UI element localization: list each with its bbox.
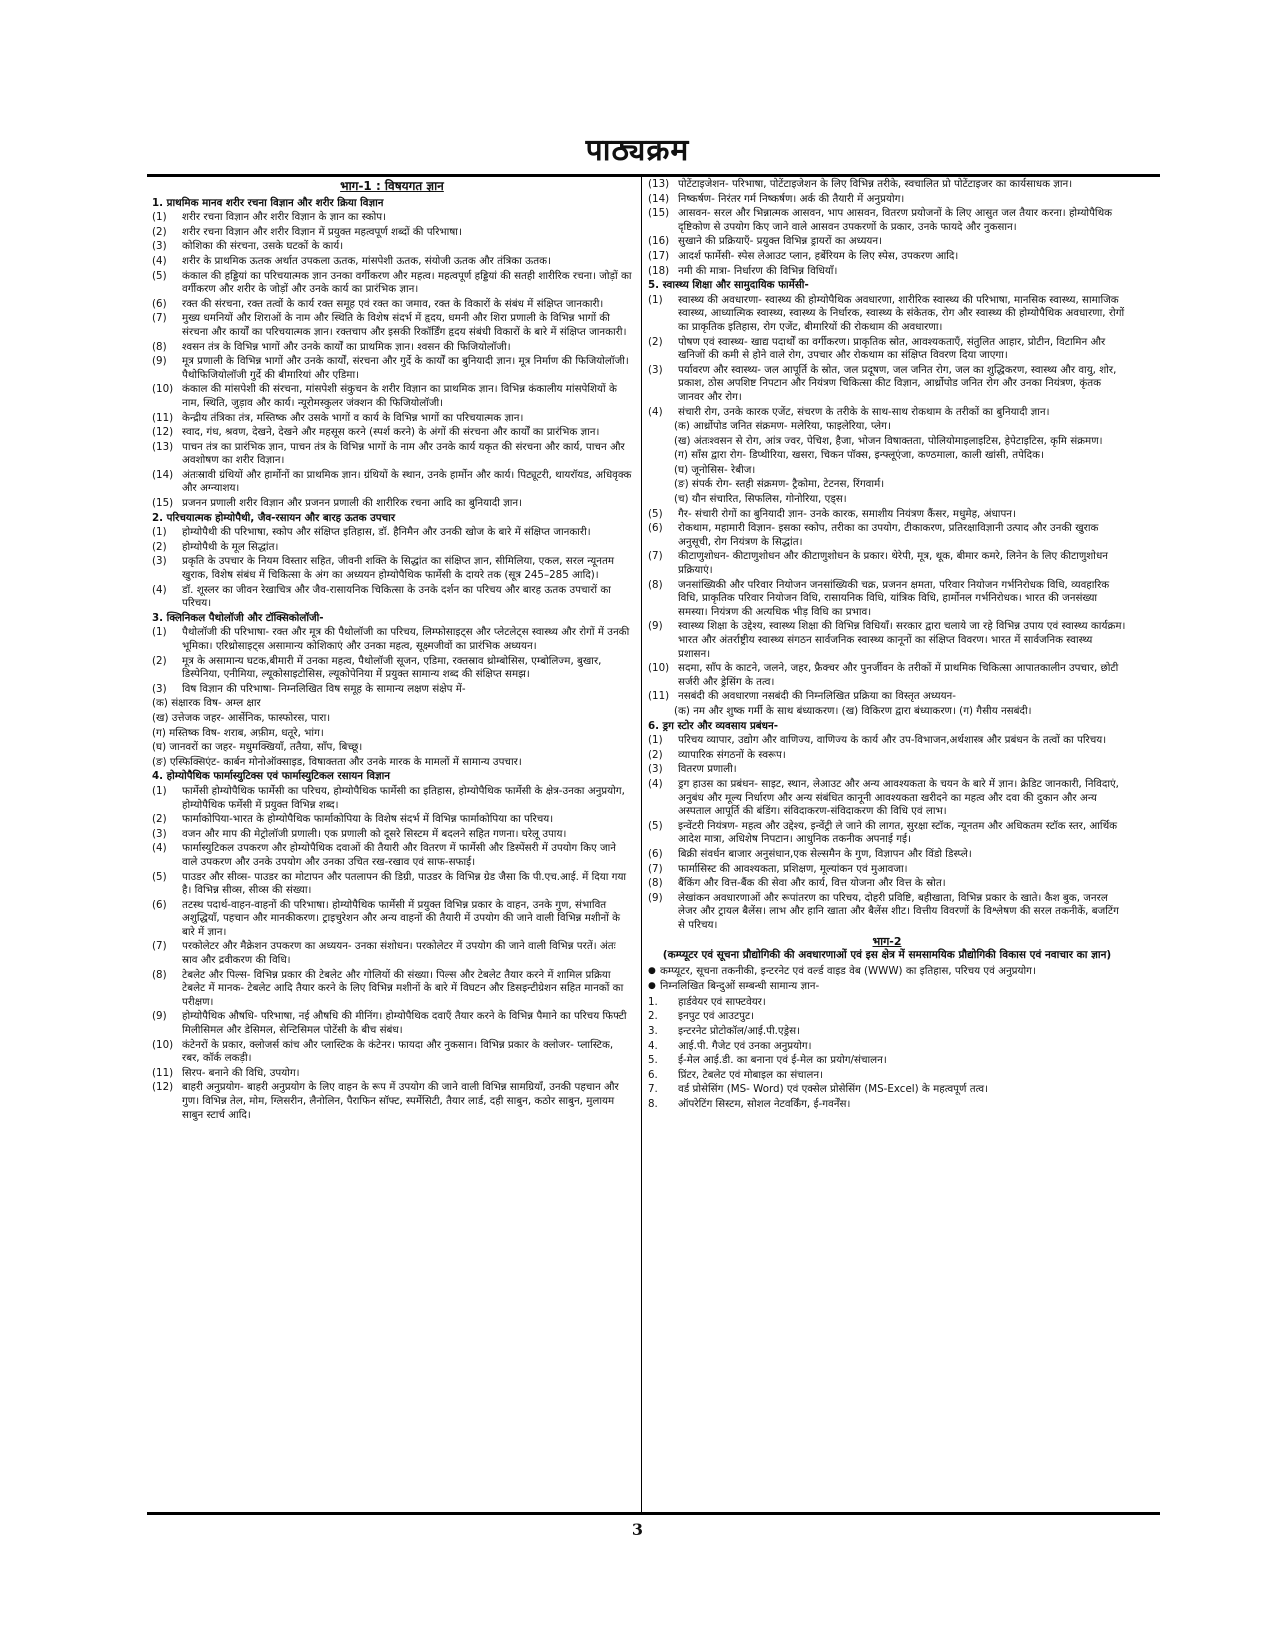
item-number: (14) [648, 192, 670, 205]
list-item [648, 1010, 1126, 1024]
sub-item: (ख) उत्तेजक जहर- आर्सेनिक, फास्फोरस, पारा। [152, 711, 331, 724]
item-text: निष्कर्षण- निरंतर गर्म निष्कर्षण। अर्क की तैयारी में अनुप्रयोग। [678, 192, 905, 205]
list-item [648, 508, 1126, 522]
part2-list [648, 996, 1126, 1112]
list-item [648, 406, 1126, 420]
item-number: (1) [152, 626, 167, 639]
item-number: 3. [648, 1025, 658, 1038]
item-number: (1) [152, 526, 167, 539]
item-number: (13) [152, 440, 174, 453]
list-item [152, 426, 632, 440]
item-number: (14) [152, 468, 174, 481]
s3-list [152, 626, 632, 696]
list-item [152, 355, 632, 382]
item-text: स्वास्थ्य शिक्षा के उद्देश्य, स्वास्थ्य शिक्षा की विभिन्न विधियाँ। सरकार द्वारा चलाये जा रहे विभिन्न उपाय एवं स्वास्थ्य कार्यक्रम। भारत और अंतर्राष्ट्रीय स्वास्थ्य संगठन सार्वजनिक स्वास्थ्य कानूनों का संक्षिप्त विवरण। भारत में सार्वजनिक स्वास्थ्य प्रशासन। [678, 620, 1126, 660]
sub-item: (ङ) एस्फिक्सिएंट- कार्बन मोनोऑक्साइड, विषाक्तता और उनके मारक के मामलों में सामान्य उपचार। [152, 755, 522, 768]
item-text: पोषण एवं स्वास्थ्य- खाद्य पदार्थों का वर्गीकरण। प्राकृतिक स्रोत, आवश्यकताएँ, संतुलित आहार, प्रोटीन, विटामिन और खनिजों की कमी से होने वाले रोग, उपचार और रोकथाम का संक्षिप्त विवरण दिया जाएगा। [678, 335, 1106, 362]
list-item [648, 749, 1126, 763]
item-number: (8) [648, 877, 663, 890]
list-item [648, 550, 1126, 577]
list-item [648, 178, 1126, 192]
item-text: फार्मेसी होम्योपैथिक फार्मेसी का परिचय, होम्योपैथिक फार्मेसी का इतिहास, होम्योपैथिक फार्मेसी के क्षेत्र-उनका अनुप्रयोग, होम्योपैथिक फर्मेसी में प्रयुक्त विभिन्न शब्द। [182, 784, 625, 811]
item-text: संचारी रोग, उनके कारक एजेंट, संचरण के तरीके के साथ-साथ रोकथाम के तरीकों का बुनियादी ज्ञान। [678, 405, 1050, 418]
item-text: मूत्र प्रणाली के विभिन्न भागों और उनके कार्यों, संरचना और गुर्दे के कार्यों का बुनियादी ज्ञान। मूत्र निर्माण की फिजियोलॉजी। पैथोफिजियोलॉजी गुर्दे की बीमारियां और एडिमा। [182, 355, 629, 381]
s5-sub-11: (क) नम और शुष्क गर्मी के साथ बंध्याकरण। (ख) विकिरण द्वारा बंध्याकरण। (ग) गैसीय नसबंदी। [674, 704, 1032, 717]
item-number: (8) [152, 968, 167, 981]
item-text: रोकथाम, महामारी विज्ञान- इसका स्कोप, तरीका का उपयोग, टीकाकरण, प्रतिरक्षाविज्ञानी उत्पाद और उनकी खुराक अनुसूची, रोग नियंत्रण के सिद्धांत। [678, 522, 1099, 548]
list-item [648, 522, 1126, 549]
sub-item: (च) यौन संचारित, सिफलिस, गोनोरिया, एड्स। [674, 493, 847, 506]
item-number: (2) [152, 540, 167, 553]
item-number: (7) [648, 550, 663, 563]
item-number: (2) [152, 813, 167, 826]
item-number: (15) [152, 497, 174, 510]
list-item [648, 294, 1126, 335]
list-item [648, 250, 1126, 264]
item-number: (11) [648, 690, 670, 703]
top-rule [147, 174, 1160, 177]
section-2-title: 2. परिचयात्मक होम्योपैथी, जैव-रसायन और बारह ऊतक उपचार [152, 511, 396, 524]
list-item [152, 785, 632, 812]
item-text: रक्त की संरचना, रक्त तत्वों के कार्य रक्त समूह एवं रक्त का जमाव, रक्त के विकारों के संबंध में संक्षिप्त जानकारी। [182, 297, 604, 310]
item-text: प्रकृति के उपचार के नियम विस्तार सहित, जीवनी शक्ति के सिद्धांत का संक्षिप्त ज्ञान, सीमिलिया, एकल, सरल न्यूनतम खुराक, विशेष संबंध में चिकित्सा के अंग का अध्ययन होम्योपैथिक फार्मेसी के दायरे तक (सूत्र 245–285 आदि)। [182, 555, 614, 582]
list-item [152, 969, 632, 1010]
s4-list [152, 785, 632, 1122]
list-item [648, 690, 1126, 704]
list-item [152, 226, 632, 240]
list-item [648, 778, 1126, 819]
item-number: (12) [152, 426, 174, 439]
item-number: (1) [648, 293, 663, 306]
column-divider [641, 176, 642, 1512]
section-4-title: 4. होम्योपैथिक फार्मास्युटिक्स एवं फार्मास्युटिकल रसायन विज्ञान [152, 770, 390, 783]
item-number: (8) [152, 340, 167, 353]
list-item [152, 312, 632, 339]
item-text: कीटाणुशोधन- कीटाणुशोधन और कीटाणुशोधन के प्रकार। थेरेपी, मूत्र, थूक, बीमार कमरे, लिनेन के लिए कीटाणुशोधन प्रक्रियाएं। [678, 550, 1109, 577]
item-text: कंकाल की मांसपेशी की संरचना, मांसपेशी संकुचन के शरीर विज्ञान का प्राथमिक ज्ञान। विभिन्न कंकालीय मांसपेशियों के नाम, स्थिति, जुड़ाव और कार्य। न्यूरोमस्कुलर जंक्शन की फिजियोलॉजी। [182, 383, 617, 409]
item-number: (18) [648, 264, 670, 277]
list-item [152, 298, 632, 312]
item-text: होम्योपैथी की परिभाषा, स्कोप और संक्षिप्त इतिहास, डॉ. हैनिमैन और उनकी खोज के बारे में संक्षिप्त जानकारी। [182, 526, 591, 539]
item-number: 8. [648, 1098, 658, 1110]
item-number: (10) [152, 1038, 174, 1051]
sub-item: (ग) साँस द्वारा रोग- डिप्थीरिया, खसरा, चिकन पॉक्स, इन्फ्लूएंजा, कण्ठमाला, काली खांसी, तपेदिक। [674, 449, 1044, 462]
item-text: वर्ड प्रोसेसिंग (MS- Word) एवं एक्सेल प्रोसेसिंग (MS-Excel) के महत्वपूर्ण तत्व। [678, 1083, 988, 1096]
list-item [648, 763, 1126, 777]
sub-item: (घ) जानवरों का जहर- मधुमक्खियाँ, ततैया, साँप, बिच्छू। [152, 741, 363, 754]
item-number: (12) [152, 1081, 174, 1094]
list-item [648, 620, 1126, 661]
list-item [648, 820, 1126, 847]
item-number: 4. [648, 1039, 658, 1052]
list-item [152, 1081, 632, 1122]
item-text: ऑपरेटिंग सिस्टम, सोशल नेटवर्किंग, ई-गवर्नेंस। [678, 1098, 851, 1110]
list-item [152, 584, 632, 611]
list-item [152, 899, 632, 940]
item-number: 2. [648, 1010, 658, 1023]
item-text: नसबंदी की अवधारणा नसबंदी की निम्नलिखित प्रक्रिया का विस्तृत अध्ययन- [678, 690, 956, 703]
item-text: वितरण प्रणाली। [678, 763, 737, 776]
list-item [152, 255, 632, 269]
item-text: वजन और माप की मेट्रोलॉजी प्रणाली। एक प्रणाली को दूसरे सिस्टम में बदलने सहित गणना। घरेलू उपाय। [182, 827, 567, 840]
item-number: (15) [648, 207, 670, 220]
s3-subs [152, 697, 632, 769]
item-text: फार्मास्युटिकल उपकरण और होम्योपैथिक दवाओं की तैयारी और वितरण में फार्मेसी और डिस्पेंसरी में उपयोग किए जाने वाले उपकरण और उनके उपयोग और उनका उचित रख-रखाव एवं साफ-सफाई। [182, 842, 616, 868]
item-text: सिरप- बनाने की विधि, उपयोग। [182, 1066, 300, 1079]
s5-list-2 [648, 508, 1126, 704]
sub-item: (ग) मस्तिष्क विष- शराब, अफ़ीम, धतूरे, भांग। [152, 726, 324, 739]
item-number: 5. [648, 1054, 658, 1067]
item-number: (3) [152, 240, 167, 253]
item-text: व्यापारिक संगठनों के स्वरूप। [678, 748, 786, 761]
item-text: जनसांख्यिकी और परिवार नियोजन जनसांख्यिकी चक्र, प्रजनन क्षमता, परिवार नियोजन गर्भनिरोधक विधि, व्यवहारिक विधि, प्राकृतिक परिवार नियोजन विधि, रासायनिक विधि, यांत्रिक विधि, हार्मोनल गर्भनिरोधक। भारत की जनसंख्या समस्या। नियंत्रण की अत्यधिक भीड़ विधि का प्रभाव। [678, 578, 1110, 618]
item-number: (2) [152, 654, 167, 667]
list-item [648, 662, 1126, 689]
list-item [648, 336, 1126, 363]
item-text: ई-मेल आई.डी. का बनाना एवं ई-मेल का प्रयोग/संचालन। [678, 1054, 887, 1067]
item-number: (5) [152, 870, 167, 883]
list-item [648, 877, 1126, 891]
list-item [152, 270, 632, 297]
item-number: (4) [152, 254, 167, 267]
item-number: (5) [152, 269, 167, 282]
item-number: (9) [152, 1010, 167, 1023]
list-item [152, 1010, 632, 1037]
bullet-item [648, 965, 1126, 979]
s5-subs [648, 420, 1126, 507]
list-item [152, 1039, 632, 1066]
item-text: स्वाद, गंध, श्रवण, देखने, देखने और महसूस करने (स्पर्श करने) के अंगों की संरचना और कार्यों का प्रारंभिक ज्ञान। [182, 426, 600, 439]
item-number: (6) [648, 847, 663, 860]
section-3-title: 3. क्लिनिकल पैथोलॉजी और टॉक्सिकोलॉजी- [152, 611, 324, 624]
item-number: (1) [152, 784, 167, 797]
item-text: सुखाने की प्रक्रियाएँ- प्रयुक्त विभिन्न ड्रायरों का अध्ययन। [678, 235, 883, 248]
item-text: शरीर रचना विज्ञान और शरीर विज्ञान में प्रयुक्त महत्वपूर्ण शब्दों की परिभाषा। [182, 225, 462, 238]
item-text: फार्माकोपिया-भारत के होम्योपैथिक फार्माकोपिया के विशेष संदर्भ में विभिन्न फार्माकोपिया का परिचय। [182, 813, 554, 826]
item-number: 7. [648, 1083, 658, 1096]
item-number: (2) [152, 225, 167, 238]
section-6-title: 6. ड्रग स्टोर और व्यवसाय प्रबंधन- [648, 719, 779, 732]
list-item [152, 441, 632, 468]
item-text: आदर्श फार्मेसी- स्पेस लेआउट प्लान, हर्बेरियम के लिए स्पेस, उपकरण आदि। [678, 249, 959, 262]
list-item [648, 1025, 1126, 1039]
bullet-item [648, 980, 1126, 994]
item-number: (7) [152, 312, 167, 325]
bottom-rule [147, 1512, 1160, 1515]
item-text: प्रजनन प्रणाली शरीर विज्ञान और प्रजनन प्रणाली की शारीरिक रचना आदि का बुनियादी ज्ञान। [182, 497, 523, 510]
list-item [152, 383, 632, 410]
item-number: (7) [152, 940, 167, 953]
item-number: (16) [648, 235, 670, 248]
item-text: श्वसन तंत्र के विभिन्न भागों और उनके कार्यों का प्राथमिक ज्ञान। श्वसन की फिजियोलॉजी। [182, 340, 511, 353]
list-item [152, 1067, 632, 1081]
item-text: बिक्री संवर्धन बाजार अनुसंधान,एक सेल्समैन के गुण, विज्ञापन और विंडो डिस्प्ले। [678, 847, 972, 860]
list-item [152, 655, 632, 682]
item-text: शरीर के प्राथमिक ऊतक अर्थात उपकला ऊतक, मांसपेशी ऊतक, संयोजी ऊतक और तंत्रिका ऊतक। [182, 254, 551, 267]
list-item [152, 626, 632, 653]
item-text: बाहरी अनुप्रयोग- बाहरी अनुप्रयोग के लिए वाहन के रूप में उपयोग की जाने वाली विभिन्न सामग्रियाँ, उनकी पहचान और गुण। विभिन्न तेल, मोम, ग्लिसरीन, लैनोलिन, पैराफिन सॉफ्ट, स्पर्मेसिटी, तैयार लार्ड, दही साबुन, कठोर साबुन, मुलायम साबुन स्टार्च आदि। [182, 1081, 619, 1121]
sub-item: (ख) अंतःश्वसन से रोग, आंत्र ज्वर, पेचिश, हैजा, भोजन विषाक्तता, पोलियोमाइलाइटिस, हेपेटाइटिस, कृमि संक्रमण। [674, 434, 1103, 447]
item-text: विष विज्ञान की परिभाषा- निम्नलिखित विष समूह के सामान्य लक्षण संक्षेप में- [182, 682, 466, 695]
part2-bullets [648, 965, 1126, 994]
item-number: (5) [648, 819, 663, 832]
item-number: (4) [152, 842, 167, 855]
list-item [152, 240, 632, 254]
item-text: सदमा, साँप के काटने, जलने, जहर, फ्रैक्चर और पुनर्जीवन के तरीकों में प्राथमिक चिकित्सा आपातकालीन उपचार, छोटी सर्जरी और ड्रेसिंग के तत्व। [678, 662, 1119, 688]
list-item [152, 211, 632, 225]
bullet-text: निम्नलिखित बिन्दुओं सम्बन्धी सामान्य ज्ञान- [660, 980, 820, 993]
item-text: परिचय व्यापार, उद्योग और वाणिज्य, वाणिज्य के कार्य और उप-विभाजन,अर्थशास्त्र और प्रबंधन के तत्वों का परिचय। [678, 734, 1107, 747]
item-number: (11) [152, 1066, 174, 1079]
item-text: पोटेंटाइजेशन- परिभाषा, पोटेंटाइजेशन के लिए विभिन्न तरीके, स्वचालित प्रो पोटेंटाइजर का कार्यसाधक ज्ञान। [678, 178, 1073, 190]
item-number: (4) [648, 777, 663, 790]
list-item [648, 734, 1126, 748]
item-number: (9) [648, 620, 663, 633]
item-number: (8) [648, 578, 663, 591]
item-number: (7) [648, 862, 663, 875]
item-text: पाउडर और सीव्स- पाउडर का मोटापन और पतलापन की डिग्री, पाउडर के विभिन्न ग्रेड जैसा कि पी.एच.आई. में दिया गया है। विभिन्न सीव्स, सीव्स की संख्या। [182, 870, 627, 897]
item-number: (9) [648, 891, 663, 904]
list-item [152, 871, 632, 898]
item-number: (6) [648, 522, 663, 535]
list-item [648, 1040, 1126, 1054]
item-text: इन्वेंटरी नियंत्रण- महत्व और उद्देश्य, इन्वेंट्री ले जाने की लागत, सुरक्षा स्टॉक, न्यूनतम और अधिकतम स्टॉक स्तर, आर्थिक आदेश मात्रा, अधिशेष निपटान। आधुनिक तकनीक अपनाई गई। [678, 819, 1118, 846]
list-item [152, 940, 632, 967]
item-number: 6. [648, 1068, 658, 1081]
item-number: (17) [648, 249, 670, 262]
list-item [648, 863, 1126, 877]
s2-list [152, 526, 632, 611]
s1-list [152, 211, 632, 510]
item-text: पाचन तंत्र का प्रारंभिक ज्ञान, पाचन तंत्र के विभिन्न भागों के नाम और उनके कार्य यकृत की संरचना और कार्य, पाचन और अवशोषण का शरीर विज्ञान। [182, 440, 625, 467]
sub-item: (क) संक्षारक विष- अम्ल क्षार [152, 697, 261, 710]
list-item [648, 996, 1126, 1010]
list-item [152, 541, 632, 555]
list-item [152, 555, 632, 582]
item-text: मूत्र के असामान्य घटक,बीमारी में उनका महत्व, पैथोलॉजी सूजन, एडिमा, रक्तस्राव थ्रोम्बोसिस, एम्बोलिज्म, बुखार, डिस्पेनिया, एनीमिया, ल्यूकोसाइटोसिस, ल्यूकोपेनिया में प्रयुक्त सामान्य शब्द की संक्षिप्त समझ। [182, 654, 602, 681]
item-text: होम्योपैथी के मूल सिद्धांत। [182, 540, 279, 553]
item-number: (3) [648, 763, 663, 776]
list-item [152, 828, 632, 842]
sub-item: (घ) जूनोसिस- रेबीज। [674, 463, 756, 476]
list-item [648, 265, 1126, 279]
item-number: (9) [152, 355, 167, 368]
item-text: अंतःस्रावी ग्रंथियों और हार्मोनों का प्राथमिक ज्ञान। ग्रंथियों के स्थान, उनके हार्मोन और कार्य। पिट्यूटरी, थायरॉयड, अधिवृक्क और अग्न्याशय। [182, 468, 632, 495]
part2-subtitle: (कम्प्यूटर एवं सूचना प्रौद्योगिकी की अवधारणाओं एवं इस क्षेत्र में समसामयिक प्रौद्योगिकी विकास एवं नवाचार का ज्ञान) [662, 949, 1112, 962]
item-number: (3) [152, 682, 167, 695]
item-text: डॉ. शूस्लर का जीवन रेखाचित्र और जैव-रासायनिक चिकित्सा के उनके दर्शन का परिचय और बारह ऊतक उपचारों का परिचय। [182, 583, 611, 610]
item-text: नमी की मात्रा- निर्धारण की विभिन्न विधियाँ। [678, 264, 838, 277]
item-number: (13) [648, 178, 670, 190]
item-text: इनपुट एवं आउटपुट। [678, 1010, 755, 1023]
item-text: इन्टरनेट प्रोटोकॉल/आई.पी.एड्रेस। [678, 1025, 800, 1038]
bullet-icon: ● [648, 965, 656, 976]
list-item [648, 848, 1126, 862]
s6-list [648, 734, 1126, 932]
item-text: कंकाल की हड्डियां का परिचयात्मक ज्ञान उनका वर्गीकरण और महत्व। महत्वपूर्ण हड्डियां की सतही शारीरिक रचना। जोड़ों का वर्गीकरण और शरीर के जोड़ों और उनके कार्य का प्रारंभिक ज्ञान। [182, 269, 632, 296]
list-item [648, 1083, 1126, 1097]
list-item [648, 235, 1126, 249]
item-text: प्रिंटर, टेबलेट एवं मोबाइल का संचालन। [678, 1068, 823, 1081]
item-number: (3) [648, 363, 663, 376]
item-text: बैंकिंग और वित्त-बैंक की सेवा और कार्य, वित्त योजना और वित्त के स्रोत। [678, 877, 946, 890]
item-number: (4) [648, 405, 663, 418]
list-item [152, 842, 632, 869]
list-item [152, 683, 632, 697]
list-item [648, 364, 1126, 405]
item-text: पैथोलॉजी की परिभाषा- रक्त और मूत्र की पैथोलॉजी का परिचय, लिम्फोसाइट्स और प्लेटलेट्स स्वास्थ्य और रोगों में उनकी भूमिका। एरिथ्रोसाइट्स असामान्य कोशिकाएं और उनका महत्व, सूक्ष्मजीवों का प्रारंभिक अध्ययन। [182, 626, 630, 652]
item-text: फार्मासिस्ट की आवश्यकता, प्रशिक्षण, मूल्यांकन एवं मुआवजा। [678, 862, 908, 875]
page-title: पाठ्यक्रम [585, 133, 690, 168]
item-text: मुख्य धमनियों और शिराओं के नाम और स्थिति के विशेष संदर्भ में हृदय, धमनी और शिरा प्रणाली के विभिन्न भागों की संरचना और कार्यों का परिचयात्मक ज्ञान। रक्तचाप और इसकी रिकॉर्डिंग हृदय संबंधी विकारों के बारे में संक्षिप्त जानकारी। [182, 312, 627, 338]
list-item [648, 207, 1126, 234]
item-number: (3) [152, 555, 167, 568]
item-text: शरीर रचना विज्ञान और शरीर विज्ञान के ज्ञान का स्कोप। [182, 211, 387, 224]
item-number: (1) [648, 734, 663, 747]
item-number: 1. [648, 995, 658, 1008]
item-text: आई.पी. गैजेट एवं उनका अनुप्रयोग। [678, 1039, 812, 1052]
item-text: कंटेनरों के प्रकार, क्लोजर्स कांच और प्लास्टिक के कंटेनर। फायदा और नुकसान। विभिन्न प्रकार के क्लोजर- प्लास्टिक, रबर, कॉर्क लकड़ी। [182, 1038, 614, 1065]
item-number: (6) [152, 898, 167, 911]
bullet-icon: ● [648, 981, 656, 992]
item-text: केन्द्रीय तंत्रिका तंत्र, मस्तिष्क और उसके भागों व कार्य के विभिन्न भागों का परिचयात्मक ज्ञान। [182, 411, 524, 424]
item-text: तटस्थ पदार्थ-वाहन-वाहनों की परिभाषा। होम्योपैथिक फार्मेसी में प्रयुक्त विभिन्न प्रकार के वाहन, उनके गुण, संभावित अशुद्धियाँ, पहचान और मानकीकरण। ट्राइचुरेशन और अन्य वाहनों की तैयारी में उपयोग की जाने वाली विभिन्न मशीनों के बारे में ज्ञान। [182, 898, 621, 938]
s4-continued-list [648, 178, 1126, 278]
s5-list [648, 294, 1126, 419]
list-item [648, 579, 1126, 620]
part1-title: भाग-1 : विषयगत ज्ञान [340, 179, 444, 193]
list-item [152, 412, 632, 426]
sub-item: (क) आर्थ्रोपोड जनित संक्रमण- मलेरिया, फाइलेरिया, प्लेग। [674, 420, 891, 433]
list-item [648, 892, 1126, 933]
item-text: आसवन- सरल और भिन्नात्मक आसवन, भाप आसवन, वितरण प्रयोजनों के लिए आसुत जल तैयार करना। होम्योपैथिक दृष्टिकोण से उपयोग किए जाने वाले आसवन उपकरणों के प्रकार, उनके फायदे और नुकसान। [678, 207, 1113, 233]
list-item [648, 1069, 1126, 1083]
item-text: स्वास्थ्य की अवधारणा- स्वास्थ्य की होम्योपैथिक अवधारणा, शारीरिक स्वास्थ्य की परिभाषा, मानसिक स्वास्थ्य, सामाजिक स्वास्थ्य, आध्यात्मिक स्वास्थ्य, स्वास्थ्य के निर्धारक, स्वास्थ्य के संकेतक, रोग और स्वास्थ्य की होम्योपैथिक अवधारणा, रोगों का प्राकृतिक इतिहास, रोग एजेंट, बीमारियों की रोकथाम की अवधारणा। [678, 293, 1125, 333]
item-number: (10) [152, 383, 174, 396]
item-number: (1) [152, 211, 167, 224]
item-number: (11) [152, 411, 174, 424]
section-5-title: 5. स्वास्थ्य शिक्षा और सामुदायिक फार्मेसी- [648, 279, 809, 292]
item-number: (3) [152, 827, 167, 840]
item-number: (5) [648, 507, 663, 520]
item-number: (4) [152, 583, 167, 596]
bullet-text: कम्प्यूटर, सूचना तकनीकी, इन्टरनेट एवं वर्ल्ड वाइड वेब (WWW) का इतिहास, परिचय एवं अनुप्रयोग। [660, 964, 1036, 977]
section-1-title: 1. प्राथमिक मानव शरीर रचना विज्ञान और शरीर क्रिया विज्ञान [152, 196, 384, 209]
item-text: टेबलेट और पिल्स- विभिन्न प्रकार की टेबलेट और गोलियों की संख्या। पिल्स और टेबलेट तैयार करने में शामिल प्रक्रिया टेबलेट में मानक- टेबलेट आदि तैयार करने के लिए विभिन्न मशीनों के बारे में विघटन और डिसइन्टीग्रेशन सहित मानकों का परीक्षण। [182, 968, 624, 1008]
sub-item: (ङ) संपर्क रोग- स्तही संक्रमण- ट्रैकोमा, टेटनस, रिंगवार्म। [674, 478, 885, 491]
list-item [152, 526, 632, 540]
item-number: (2) [648, 748, 663, 761]
item-text: होम्योपैथिक औषधि- परिभाषा, नई औषधि की मीनिंग। होम्योपैथिक दवाएँ तैयार करने के विभिन्न पैमाने का परिचय फिफ्टी मिलीसिमल और डेसिमल, सेन्टिसिमल पोटेंसी के बीच संबंध। [182, 1010, 627, 1037]
item-text: पर्यावरण और स्वास्थ्य- जल आपूर्ति के स्रोत, जल प्रदूषण, जल जनित रोग, जल का शुद्धिकरण, स्वास्थ्य और वायु, शोर, प्रकाश, ठोस अपशिष्ट निपटान और नियंत्रण चिकित्सा कीट विज्ञान, आर्थ्रोपोड जनित रोग और उनका नियंत्रण, कृंतक जानवर और रोग। [678, 363, 1117, 403]
item-number: (10) [648, 662, 670, 675]
item-text: लेखांकन अवधारणाओं और रूपांतरण का परिचय, दोहरी प्रविष्टि, बहीखाता, विभिन्न प्रकार के खाते। कैश बुक, जनरल लेजर और ट्रायल बैलेंस। लाभ और हानि खाता और बैलेंस शीट। वित्तीय विवरणों के विश्लेषण की सरल तकनीकें, बजटिंग से परिचय। [678, 891, 1119, 931]
list-item [648, 1098, 1126, 1112]
right-column [648, 178, 1126, 1113]
list-item [152, 813, 632, 827]
page-number: 3 [631, 1520, 644, 1539]
part2-title: भाग-2 [872, 935, 902, 949]
item-text: कोशिका की संरचना, उसके घटकों के कार्य। [182, 240, 344, 253]
item-text: ड्रग हाउस का प्रबंधन- साइट, स्थान, लेआउट और अन्य आवश्यकता के चयन के बारे में ज्ञान। क्रेडिट जानकारी, निविदाएं, अनुबंध और मूल्य निर्धारण और अन्य संबंधित कानूनी आवश्यकता खरीदने का महत्व और दवा की दुकान और अन्य अस्पताल आपूर्ति की बंडिंग। संविदाकरण-संविदाकरण की विधि एवं लाभ। [678, 777, 1119, 818]
list-item [152, 497, 632, 511]
item-text: हार्डवेयर एवं साफ्टवेयर। [678, 995, 766, 1008]
item-number: (2) [648, 335, 663, 348]
list-item [648, 1054, 1126, 1068]
list-item [648, 193, 1126, 207]
item-text: परकोलेटर और मैक्रेशन उपकरण का अध्ययन- उनका संशोधन। परकोलेटर में उपयोग की जाने वाली विभिन्न परतें। अंतः स्राव और द्रवीकरण की विधि। [182, 940, 616, 967]
list-item [152, 469, 632, 496]
item-text: गैर- संचारी रोगों का बुनियादी ज्ञान- उनके कारक, समाशीय नियंत्रण कैंसर, मधुमेह, अंधापन। [678, 507, 1016, 520]
left-column [152, 178, 632, 1123]
item-number: (6) [152, 297, 167, 310]
list-item [152, 341, 632, 355]
